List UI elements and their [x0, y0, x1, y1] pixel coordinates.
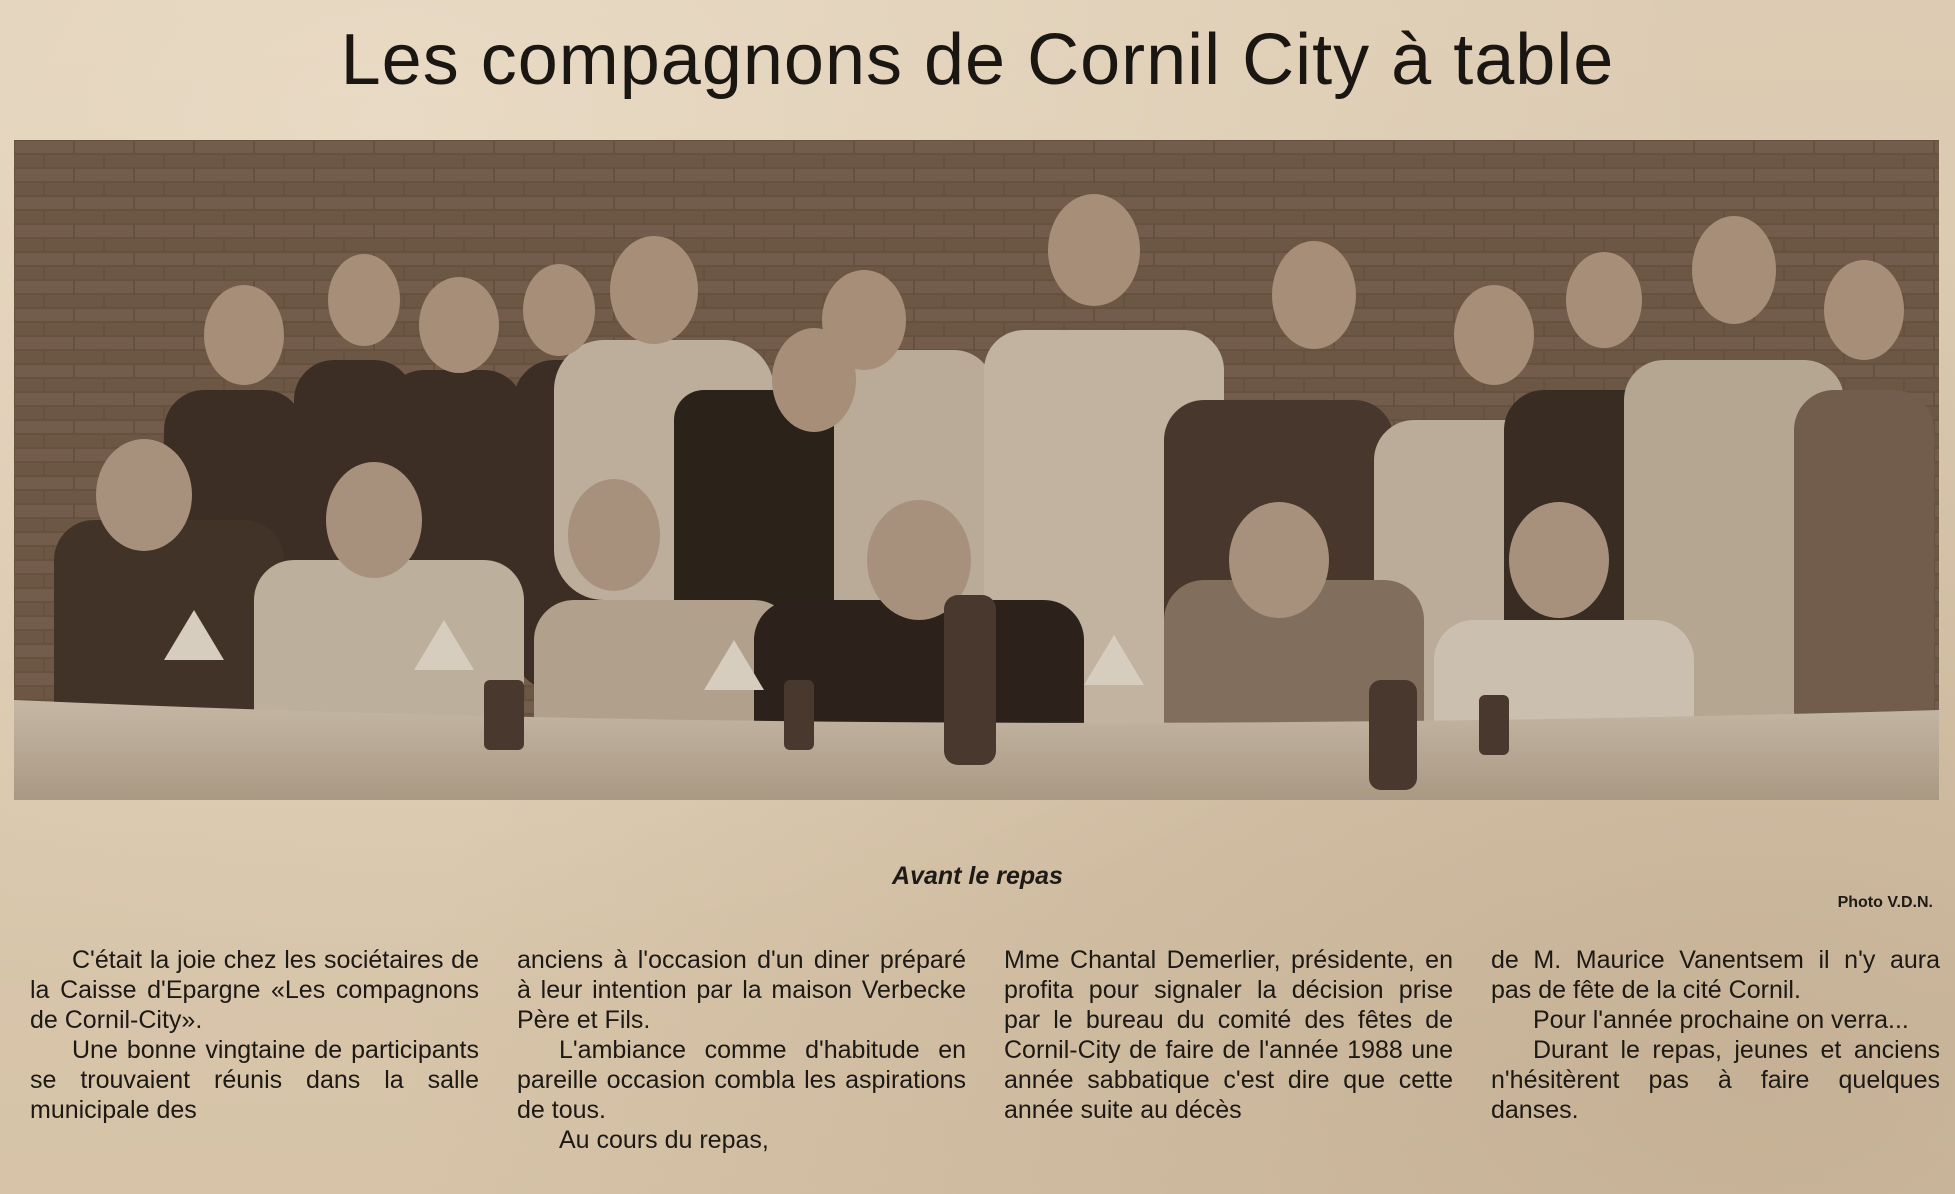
paragraph: Mme Chantal Demerlier, présidente, en profita pour signaler la décision prise par le bureau du comité des fêtes de Cornil-City de faire de l'année 1988 une année sabbatique c'est dire que cette année suite au décès — [1004, 946, 1453, 1124]
headline: Les compagnons de Cornil City à table — [340, 20, 1615, 100]
paragraph: C'était la joie chez les sociétaires de la Caisse d'Epargne «Les compagnons de Cornil-City». — [30, 946, 479, 1034]
article-column-4 — [1491, 945, 1940, 1185]
article-body — [30, 945, 1940, 1185]
paragraph: Pour l'année prochaine on verra... — [1533, 1006, 1909, 1034]
group-photo-illustration — [14, 140, 1939, 800]
paragraph: Une bonne vingtaine de participants se trouvaient réunis dans la salle municipale des — [30, 1036, 479, 1124]
paragraph: Au cours du repas, — [559, 1126, 769, 1154]
article-column-2 — [517, 945, 966, 1185]
paragraph: Durant le repas, jeunes et anciens n'hésitèrent pas à faire quelques danses. — [1491, 1036, 1940, 1124]
group-photo — [14, 140, 1939, 800]
paragraph: L'ambiance comme d'habitude en pareille occasion combla les aspirations de tous. — [517, 1036, 966, 1124]
paragraph: anciens à l'occasion d'un diner préparé à leur intention par la maison Verbecke Père et Fils. — [517, 946, 966, 1034]
article-column-1 — [30, 945, 479, 1185]
paragraph: de M. Maurice Vanentsem il n'y aura pas de fête de la cité Cornil. — [1491, 946, 1940, 1004]
article-column-3 — [1004, 945, 1453, 1185]
photo-credit: Photo V.D.N. — [1837, 894, 1933, 911]
photo-caption: Avant le repas — [892, 862, 1063, 890]
